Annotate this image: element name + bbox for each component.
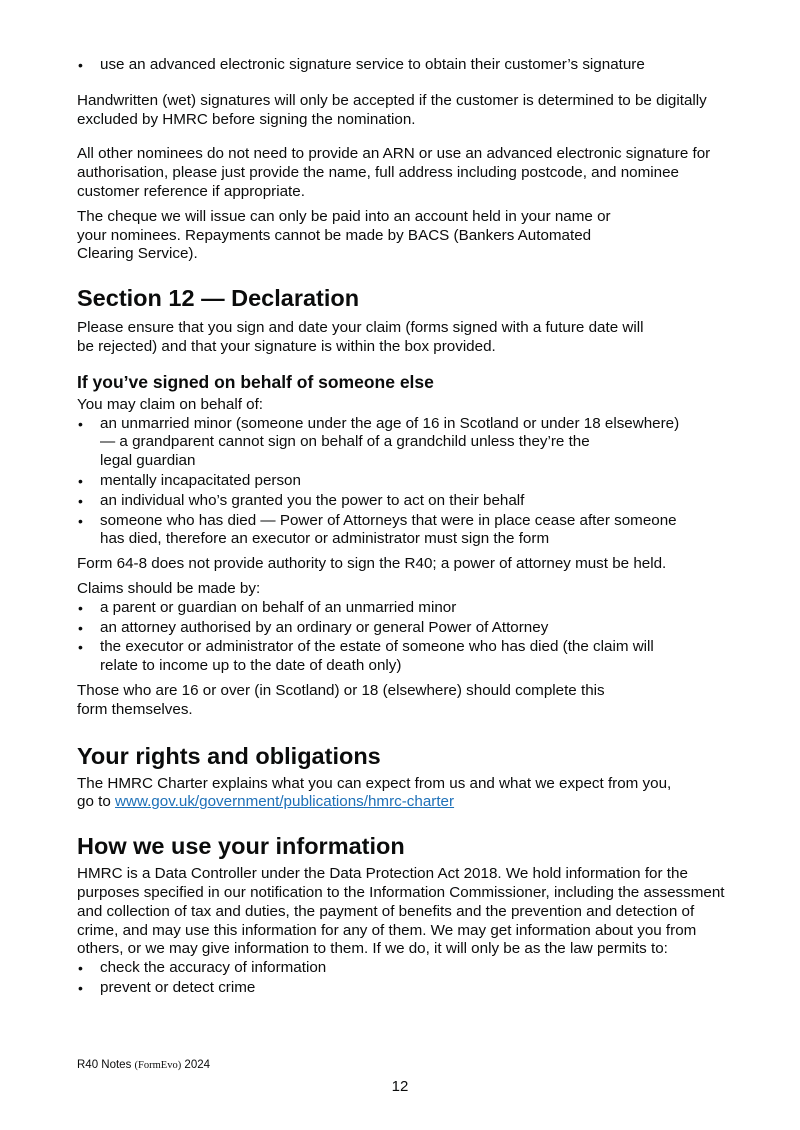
cheque-paragraph: The cheque we will issue can only be paid into an account held in your name or your nominees. Repayments cannot be made by BACS (Bankers Automated Clearing Service). <box>77 207 611 263</box>
declaration-paragraph: Please ensure that you sign and date your claim (forms signed with a future date will be rejected) and that your signature is within the box provided. <box>77 319 644 355</box>
hmrc-charter-link[interactable]: www.gov.uk/government/publications/hmrc-charter <box>115 793 455 811</box>
claims-intro: Claims should be made by: <box>77 579 261 597</box>
data-protection-paragraph: HMRC is a Data Controller under the Data Protection Act 2018. We hold information for the purposes specified in our notification to the Information Commissioner, including the assessment and collection of tax and duties, the payment of benefits and the prevention and detection of crime, and may use this information for any of them. We may get information about you from others, or we may give information to them. If we do, it will only be as the law permits to: <box>77 865 725 958</box>
list-item: • prevent or detect crime <box>77 979 727 998</box>
list-item: • the executor or administrator of the estate of someone who has died (the claim will relate to income up to the date of death only) <box>77 638 727 676</box>
list-item: • an attorney authorised by an ordinary or general Power of Attorney <box>77 619 727 638</box>
claim-on-behalf-list <box>77 415 727 550</box>
claim-intro: You may claim on behalf of: <box>77 395 264 413</box>
page-number: 12 <box>391 1078 409 1095</box>
intro-bullet-list <box>77 56 727 75</box>
list-item: • check the accuracy of information <box>77 959 727 978</box>
form-64-8-note: Form 64-8 does not provide authority to sign the R40; a power of attorney must be held. <box>77 555 667 573</box>
list-item: • mentally incapacitated person <box>77 472 727 491</box>
list-item: • an individual who’s granted you the power to act on their behalf <box>77 492 727 511</box>
list-item: • an unmarried minor (someone under the age of 16 in Scotland or under 18 elsewhere) — a grandparent cannot sign on behalf of a grandchild unless they’re the legal guardian <box>77 415 727 471</box>
list-item: • use an advanced electronic signature service to obtain their customer’s signature <box>77 56 727 75</box>
rights-heading: Your rights and obligations <box>77 742 381 769</box>
on-behalf-subheading: If you’ve signed on behalf of someone else <box>77 371 434 392</box>
information-list <box>77 959 727 998</box>
section-12-heading: Section 12 — Declaration <box>77 285 360 312</box>
wet-signature-paragraph: Handwritten (wet) signatures will only be accepted if the customer is determined to be digitally excluded by HMRC before signing the nomination. <box>77 91 707 128</box>
form-reference: R40 Notes (FormEvo) 2024 <box>77 1059 211 1071</box>
list-item: • someone who has died — Power of Attorneys that were in place cease after someone has died, therefore an executor or administrator must sign the form <box>77 512 727 550</box>
document-page <box>77 0 727 998</box>
charter-paragraph: The HMRC Charter explains what you can expect from us and what we expect from you, go to www.gov.uk/government/publications/hmrc-charter <box>77 774 672 811</box>
nominees-paragraph: All other nominees do not need to provide an ARN or use an advanced electronic signature for authorisation, please just provide the name, full address including postcode, and nominee customer reference if appropriate. <box>77 145 711 200</box>
information-heading: How we use your information <box>77 833 405 860</box>
list-item: • a parent or guardian on behalf of an unmarried minor <box>77 599 727 618</box>
claims-by-list <box>77 599 727 676</box>
age-note: Those who are 16 or over (in Scotland) or 18 (elsewhere) should complete this form themselves. <box>77 681 605 718</box>
